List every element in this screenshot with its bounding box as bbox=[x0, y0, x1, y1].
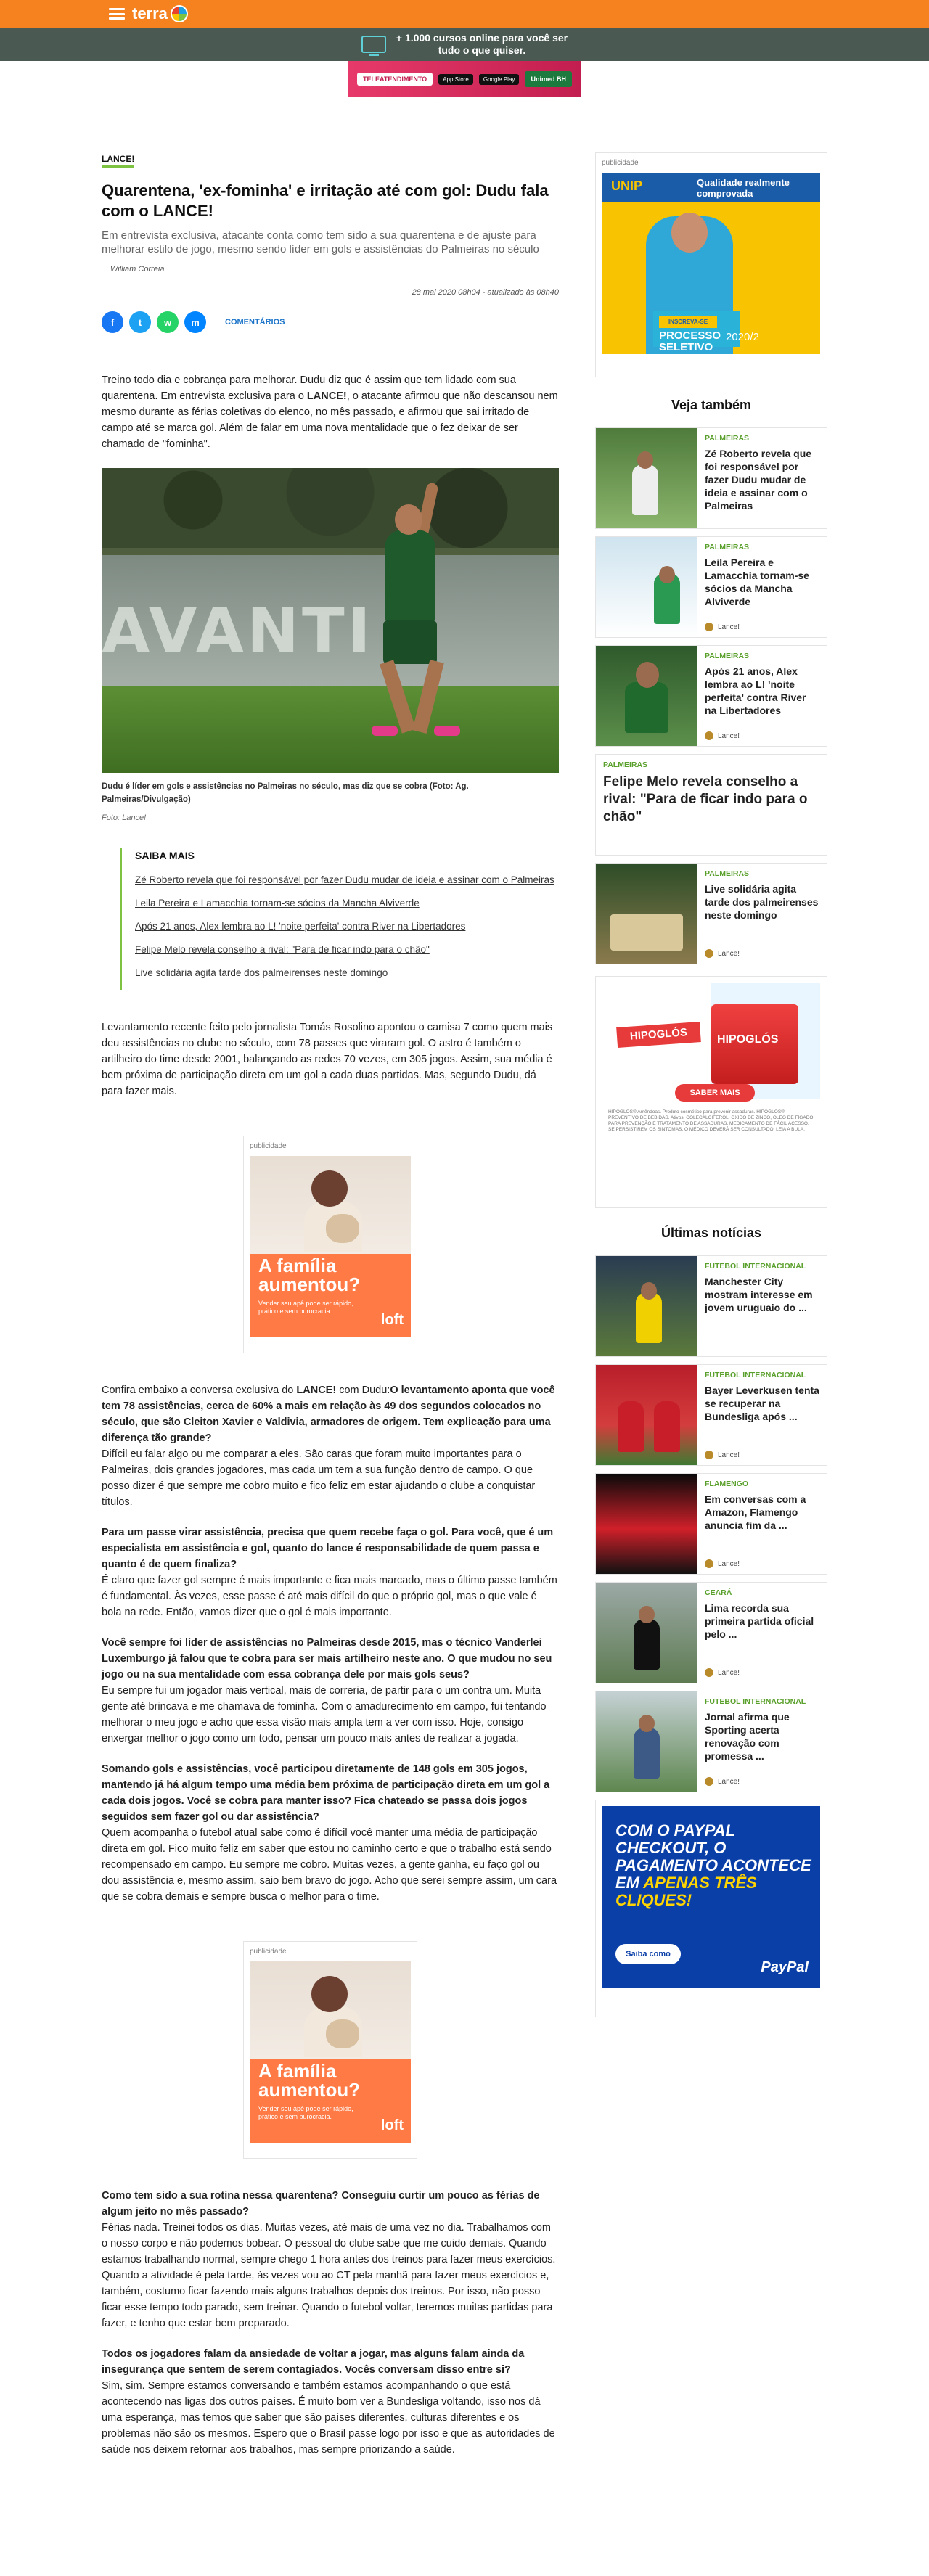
thumb-figure bbox=[632, 464, 658, 515]
card-info bbox=[697, 537, 827, 637]
share-bar bbox=[102, 311, 559, 333]
interview-question: Para um passe virar assistência, precisa que quem recebe faça o gol. Para você, que é um especialista em assistência e gol, quanto do lance é responsabilidade de quem passa e quanto é de quem finaliza? bbox=[102, 1527, 554, 1570]
unip-tagline: Qualidade realmente comprovada bbox=[697, 177, 790, 199]
player-body bbox=[385, 530, 435, 624]
photo-caption: Dudu é líder em gols e assistências no Palmeiras no século, mas diz que se cobra (Foto: Ag. Palmeiras/Divulgação) bbox=[102, 782, 469, 804]
promo-line-2: tudo o que quiser. bbox=[438, 44, 526, 56]
player-shorts bbox=[383, 620, 437, 664]
source-name: Lance! bbox=[718, 1777, 740, 1786]
card-title[interactable]: Live solidária agita tarde dos palmeirenses neste domingo bbox=[705, 883, 819, 921]
ad-headline: A família aumentou? bbox=[258, 2060, 361, 2101]
ad-woman-head bbox=[311, 1170, 348, 1207]
ad-person-face bbox=[671, 213, 708, 253]
ad-small-text: Vender seu apê pode ser rápido, prático e sem burocracia. bbox=[258, 1300, 353, 1315]
related-thumb bbox=[596, 646, 697, 746]
photo-credit: Foto: Lance! bbox=[102, 813, 147, 822]
hipoglos-ad[interactable] bbox=[602, 983, 820, 1164]
card-title[interactable]: Manchester City mostram interesse em jovem uruguaio do ... bbox=[705, 1276, 813, 1313]
card-info bbox=[697, 1256, 827, 1356]
saiba-mais-link[interactable]: Leila Pereira e Lamacchia tornam-se sócios da Mancha Alviverde bbox=[135, 898, 420, 908]
card-info bbox=[697, 646, 827, 746]
photo-grass bbox=[102, 686, 559, 773]
thumb-head bbox=[636, 662, 659, 688]
ad-teleatendimento-label: TELEATENDIMENTO bbox=[357, 73, 433, 86]
card-source bbox=[705, 1559, 740, 1568]
ad-headline: A família aumentou? bbox=[258, 1255, 361, 1295]
saiba-mais-title: SAIBA MAIS bbox=[135, 850, 195, 861]
interview-answer: Sim, sim. Sempre estamos conversando e também estamos acompanhando o que está acontecendo nas ligas dos outros países. É muito bom ver a Bundesliga voltando, isso nos dá uma esperança, mas temos que saber que são países diferentes, culturas diferentes e os problemas não são os mesmos. Espero que o Brasil passe logo por isso e que as autoridades de saúde nos deixem retornar aos trabalhos, mas sempre priorizando a saúde. bbox=[102, 2380, 555, 2456]
whatsapp-share-icon[interactable]: w bbox=[157, 311, 179, 333]
paypal-line-2: APENAS TRÊS CLIQUES! bbox=[615, 1874, 757, 1909]
saiba-mais-link[interactable]: Após 21 anos, Alex lembra ao L! 'noite perfeita' contra River na Libertadores bbox=[135, 921, 466, 932]
saber-mais-button[interactable]: SABER MAIS bbox=[675, 1084, 755, 1102]
promo-line-1: + 1.000 cursos online para você ser bbox=[396, 32, 568, 44]
text-bold: LANCE! bbox=[296, 1385, 337, 1396]
card-category: PALMEIRAS bbox=[705, 652, 750, 660]
card-info bbox=[697, 428, 827, 528]
card-title[interactable]: Leila Pereira e Lamacchia tornam-se sócios da Mancha Alviverde bbox=[705, 557, 809, 607]
thumb-figure bbox=[618, 1401, 644, 1452]
news-thumb bbox=[596, 1583, 697, 1683]
paypal-logo: PayPal bbox=[761, 1959, 809, 1975]
text: , o atacante afirmou que não descansou nem mesmo durante as férias coletivas do elenco, no mês passado, e afirmou que sai irritado de campo até se marca gol. Além de falar em uma nova mentalidade que o fez deixar de ser chamado de "fominha". bbox=[102, 390, 558, 450]
card-source bbox=[705, 731, 740, 740]
thumb-figure bbox=[636, 1292, 662, 1343]
cta-text: PROCESSO SELETIVO bbox=[659, 329, 721, 353]
unip-ad[interactable] bbox=[602, 173, 820, 354]
inline-ad[interactable] bbox=[243, 1136, 417, 1353]
ad-dog bbox=[326, 1214, 359, 1243]
thumb-head bbox=[659, 566, 675, 583]
card-category: PALMEIRAS bbox=[705, 543, 750, 551]
card-source bbox=[705, 1777, 740, 1786]
interview-block bbox=[102, 2188, 559, 2331]
news-thumb bbox=[596, 1365, 697, 1465]
thumb-head bbox=[639, 1606, 655, 1623]
interview-block bbox=[102, 1525, 559, 1620]
menu-icon[interactable] bbox=[109, 8, 125, 20]
interview-question: Como tem sido a sua rotina nessa quarentena? Conseguiu curtir um pouco as férias de algum jeito no mês passado? bbox=[102, 2190, 540, 2218]
card-info bbox=[697, 1474, 827, 1574]
saiba-como-button[interactable]: Saiba como bbox=[615, 1944, 681, 1964]
related-thumb bbox=[596, 428, 697, 528]
card-info bbox=[697, 864, 827, 964]
related-card[interactable] bbox=[595, 645, 827, 747]
article bbox=[102, 152, 559, 2458]
related-card[interactable] bbox=[595, 863, 827, 964]
source-name: Lance! bbox=[718, 949, 740, 958]
card-source bbox=[705, 1668, 740, 1677]
card-source bbox=[705, 949, 740, 958]
terra-logo-mark-icon bbox=[171, 5, 188, 22]
interview-question: Todos os jogadores falam da ansiedade de voltar a jogar, mas alguns falam ainda da insegurança que sentem de serem contagiados. Vocês conversam disso entre si? bbox=[102, 2348, 525, 2376]
hipoglos-logo: HIPOGLÓS bbox=[616, 1022, 701, 1048]
thumb-figure bbox=[625, 682, 668, 733]
unip-year: 2020/2 bbox=[726, 331, 759, 343]
ad-label: publicidade bbox=[250, 1948, 287, 1956]
interview-answer: Difícil eu falar algo ou me comparar a eles. São caras que foram muito importantes para o Palmeiras, dois grandes jogadores, mas cada um tem a sua função dentro de campo. O que posso dizer é que sempre me cobro muito e fico feliz em estar ajudando o clube a conquistar títulos. bbox=[102, 1448, 536, 1508]
thumb-head bbox=[641, 1282, 657, 1300]
interview-block bbox=[102, 1635, 559, 1747]
lance-logo-icon bbox=[705, 1777, 713, 1786]
card-category: PALMEIRAS bbox=[603, 760, 648, 769]
interview-answer: Férias nada. Treinei todos os dias. Muitas vezes, até mais de uma vez no dia. Trabalhamos com o nosso corpo e não podemos bobear. O pessoal do clube sabe que me cuido demais. Quando estamos trabalhando normal, sempre chego 1 hora antes dos treinos para fazer meus exercícios. Quando a atividade é pela tarde, às vezes vou ao CT pela manhã para fazer meus exercícios e, também, costumo ficar fazendo mais alguns trabalhos depois dos treinos. Por isso, não posso ficar esse tempo todo parado, sem treinar. Quando o futebol voltar, teremos muitas partidas para fazer, e tenho que estar bem preparado. bbox=[102, 2222, 556, 2329]
lance-logo-icon bbox=[705, 623, 713, 631]
interview-question: Somando gols e assistências, você participou diretamente de 148 gols em 305 jogos, mantendo já há algum tempo uma média bem próxima de participação direta em um gol a cada dois jogos. Você se cobra para manter isso? Fica chateado se passa dois jogos seguidos sem fazer gol ou dar assistência? bbox=[102, 1763, 550, 1823]
card-category: CEARÁ bbox=[705, 1588, 732, 1597]
source-name: Lance! bbox=[718, 731, 740, 740]
cta-small: INSCREVA-SE bbox=[659, 316, 717, 328]
interview-question: Você sempre foi líder de assistências no Palmeiras desde 2015, mas o técnico Vanderlei Luxemburgo já falou que te cobra para ser mais artilheiro neste ano. O que mudou no seu jogo ou na sua mentalidade com essa cobrança dele por mais gols seus? bbox=[102, 1637, 552, 1681]
lance-logo-icon bbox=[705, 1451, 713, 1459]
card-category: PALMEIRAS bbox=[705, 869, 750, 878]
source-name: Lance! bbox=[718, 1559, 740, 1568]
paypal-ad[interactable] bbox=[602, 1806, 820, 1988]
interview-block bbox=[102, 1761, 559, 1905]
saiba-mais-box bbox=[120, 848, 559, 990]
card-info bbox=[697, 1365, 827, 1465]
sidebar bbox=[595, 152, 827, 2458]
related-card[interactable] bbox=[595, 427, 827, 529]
top-bar bbox=[0, 0, 929, 28]
card-info bbox=[697, 1583, 827, 1683]
interview-answer: Eu sempre fui um jogador mais vertical, mais de correria, de partir para o um contra um. Muita gente até brincava e me chamava de fominha. Com o amadurecimento em campo, fui tentando melhorar o meu jogo e acho que essa visão mais ampla tem a ver com isso. Hoje, consigo enxergar melhor o jogo como um todo, pensar um pouco mais antes de realizar a jogada. bbox=[102, 1685, 547, 1744]
ad-small-text: Vender seu apê pode ser rápido, prático e sem burocracia. bbox=[258, 2105, 353, 2120]
ad-unimed-logo: Unimed BH bbox=[525, 71, 572, 87]
card-category: PALMEIRAS bbox=[705, 434, 750, 443]
interview-answer: Quem acompanha o futebol atual sabe como é difícil você manter uma média de participação direta em gol. Fico muito feliz em saber que estou no caminho certo e que o trabalho está sendo recompensado em campo. Eu sempre me cobro. Muitas vezes, a gente ganha, eu faço gol ou dou assistência e, mesmo assim, saio bem bravo do jogo. Acho que serei sempre assim, um cara que se cobra demais e sempre busca o melhor para o time. bbox=[102, 1827, 557, 1903]
related-thumb bbox=[596, 864, 697, 964]
saiba-mais-link[interactable]: Zé Roberto revela que foi responsável por fazer Dudu mudar de ideia e assinar com o Palmeiras bbox=[135, 874, 554, 885]
paypal-line-1: COM O PAYPAL CHECKOUT, O PAGAMENTO ACONTECE EM bbox=[615, 1821, 811, 1892]
app-store-badge: App Store bbox=[438, 74, 473, 85]
loft-ad-creative[interactable] bbox=[250, 1961, 411, 2143]
text: com Dudu: bbox=[336, 1385, 390, 1396]
lance-logo-icon bbox=[705, 1668, 713, 1677]
source-name: Lance! bbox=[718, 1668, 740, 1677]
lance-logo-icon bbox=[705, 731, 713, 740]
source-name: Lance! bbox=[718, 623, 740, 631]
article-photo bbox=[102, 468, 559, 773]
lance-logo-icon bbox=[705, 949, 713, 958]
saiba-mais-link[interactable]: Live solidária agita tarde dos palmeirenses neste domingo bbox=[135, 967, 388, 978]
article-subtitle: Em entrevista exclusiva, atacante conta como tem sido a sua quarentena e de ajuste para melhorar estilo de jogo, mesmo sendo líder em gols e assistências do Palmeiras no século bbox=[102, 229, 539, 255]
logo-text: terra bbox=[132, 4, 168, 22]
thumb-figure bbox=[610, 914, 683, 951]
package-label: HIPOGLÓS bbox=[717, 1033, 779, 1046]
paypal-ad-text bbox=[615, 1822, 820, 1909]
news-thumb bbox=[596, 1256, 697, 1356]
card-title[interactable]: Felipe Melo revela conselho a rival: "Para de ficar indo para o chão" bbox=[603, 774, 808, 824]
text-bold: LANCE! bbox=[306, 390, 347, 402]
article-title: Quarentena, 'ex-fominha' e irritação até com gol: Dudu fala com o LANCE! bbox=[102, 181, 549, 220]
photo-trees bbox=[102, 468, 559, 548]
thumb-head bbox=[637, 451, 653, 469]
article-author: William Correia bbox=[110, 265, 165, 274]
related-card[interactable] bbox=[595, 754, 827, 856]
facebook-share-icon[interactable]: f bbox=[102, 311, 123, 333]
google-play-badge: Google Play bbox=[479, 74, 520, 85]
card-title[interactable]: Bayer Leverkusen tenta se recuperar na Bundesliga após ... bbox=[705, 1385, 819, 1422]
ad-package bbox=[711, 1004, 798, 1084]
news-card[interactable] bbox=[595, 1364, 827, 1466]
card-title[interactable]: Após 21 anos, Alex lembra ao L! 'noite perfeita' contra River na Libertadores bbox=[705, 665, 806, 716]
card-category: FLAMENGO bbox=[705, 1480, 749, 1488]
loft-logo: loft bbox=[380, 2117, 404, 2133]
thumb-figure bbox=[654, 1401, 680, 1452]
card-source bbox=[705, 623, 740, 631]
promo-banner[interactable] bbox=[0, 28, 929, 61]
ad-dog bbox=[326, 2019, 359, 2048]
sidebar-ad-box bbox=[595, 1800, 827, 2017]
card-title[interactable]: Em conversas com a Amazon, Flamengo anuncia fim da ... bbox=[705, 1493, 806, 1531]
news-thumb bbox=[596, 1474, 697, 1574]
ad-woman-head bbox=[311, 1976, 348, 2012]
card-category: FUTEBOL INTERNACIONAL bbox=[705, 1697, 806, 1706]
related-card[interactable] bbox=[595, 536, 827, 638]
interview-question: O levantamento aponta que você tem 78 assistências, cerca de 60% a mais em relação às 49 dos segundos colocados no século, que são Cleiton Xavier e Valdivia, armadores de origem. Tem explicação para uma diferença tão grande? bbox=[102, 1385, 555, 1444]
article-paragraph: Levantamento recente feito pelo jornalista Tomás Rosolino apontou o camisa 7 como quem mais deu assistências no clube no século, com 78 passes que viraram gol. O astro é também o artilheiro do time desde 2001, balançando as redes 70 vezes, em 305 jogos. Assim, sua média é bem próxima de participação direta em um gol a cada duas partidas. Mas, segundo Dudu, dá para fazer mais. bbox=[102, 1022, 553, 1097]
laptop-icon bbox=[361, 36, 386, 53]
unip-logo: UNIP bbox=[611, 179, 643, 193]
comments-link[interactable]: COMENTÁRIOS bbox=[225, 318, 285, 327]
article-paragraph bbox=[102, 1382, 559, 1510]
player-shoe bbox=[372, 726, 398, 736]
thumb-figure bbox=[634, 1728, 660, 1779]
loft-logo: loft bbox=[380, 1312, 404, 1328]
card-info bbox=[697, 1691, 827, 1792]
top-ad-banner[interactable] bbox=[348, 61, 581, 97]
article-kicker[interactable]: LANCE! bbox=[102, 154, 134, 168]
sidebar-ad-box bbox=[595, 976, 827, 1208]
card-title[interactable]: Lima recorda sua primeira partida oficial pelo ... bbox=[705, 1602, 814, 1640]
saiba-mais-link[interactable]: Felipe Melo revela conselho a rival: "Para de ficar indo para o chão" bbox=[135, 944, 430, 955]
veja-tambem-title: Veja também bbox=[671, 398, 752, 412]
article-paragraph bbox=[102, 372, 559, 452]
card-category: FUTEBOL INTERNACIONAL bbox=[705, 1262, 806, 1271]
ultimas-noticias-title: Últimas notícias bbox=[660, 1226, 762, 1240]
promo-text bbox=[396, 32, 568, 57]
player-shoe bbox=[434, 726, 460, 736]
text: Treino todo dia e cobrança para melhorar. Dudu diz que é assim que tem lidado com sua quarentena. Em entrevista exclusiva para o bbox=[102, 374, 516, 402]
thumb-head bbox=[639, 1715, 655, 1732]
news-card[interactable] bbox=[595, 1582, 827, 1683]
ad-label: publicidade bbox=[602, 159, 639, 167]
card-source bbox=[705, 1451, 740, 1459]
card-info bbox=[596, 755, 827, 855]
card-category: FUTEBOL INTERNACIONAL bbox=[705, 1371, 806, 1379]
related-thumb bbox=[596, 537, 697, 637]
ad-fine-print: HIPOGLÓS® Amêndoas. Produto cosmético para prevenir assaduras. HIPOGLÓS® PREVENTIVO DE BEBIDAS. Ativos: COLECALCIFEROL, ÓXIDO DE ZINCO, ÓLEO DE FÍGADO PARA PREVENÇÃO E TRATAMENTO DE ASSADURAS. MEDICAMENTO DE FÁCIL ACESSO. SE PERSISTIREM OS SINTOMAS, O MÉDICO DEVERÁ SER CONSULTADO. LEIA A BULA. bbox=[608, 1109, 814, 1132]
loft-ad-creative[interactable] bbox=[250, 1156, 411, 1337]
twitter-share-icon[interactable]: t bbox=[129, 311, 151, 333]
player-head bbox=[395, 504, 422, 535]
card-title[interactable]: Zé Roberto revela que foi responsável por fazer Dudu mudar de ideia e assinar com o Palmeiras bbox=[705, 448, 812, 512]
interview-block bbox=[102, 2346, 559, 2458]
messenger-share-icon[interactable]: m bbox=[184, 311, 206, 333]
thumb-figure bbox=[634, 1619, 660, 1670]
lance-logo-icon bbox=[705, 1559, 713, 1568]
terra-logo[interactable] bbox=[132, 4, 188, 23]
source-name: Lance! bbox=[718, 1451, 740, 1459]
news-thumb bbox=[596, 1691, 697, 1792]
interview-answer: É claro que fazer gol sempre é mais importante e fica mais marcado, mas o último passe também é fundamental. Às vezes, esse passe é até mais difícil do que o próprio gol, mas o que vale é bola na rede. Então, vamos dizer que o gol é mais importante. bbox=[102, 1575, 557, 1618]
news-card[interactable] bbox=[595, 1255, 827, 1357]
article-date: 28 mai 2020 08h04 - atualizado às 08h40 bbox=[412, 288, 559, 297]
text: Confira embaixo a conversa exclusiva do bbox=[102, 1385, 297, 1396]
photo-wall-text: AVANTI bbox=[102, 595, 374, 668]
news-card[interactable] bbox=[595, 1473, 827, 1575]
ad-label: publicidade bbox=[250, 1142, 287, 1150]
news-card[interactable] bbox=[595, 1691, 827, 1792]
sidebar-ad-box bbox=[595, 152, 827, 377]
inline-ad[interactable] bbox=[243, 1941, 417, 2159]
card-title[interactable]: Jornal afirma que Sporting acerta renovação com promessa ... bbox=[705, 1711, 790, 1762]
